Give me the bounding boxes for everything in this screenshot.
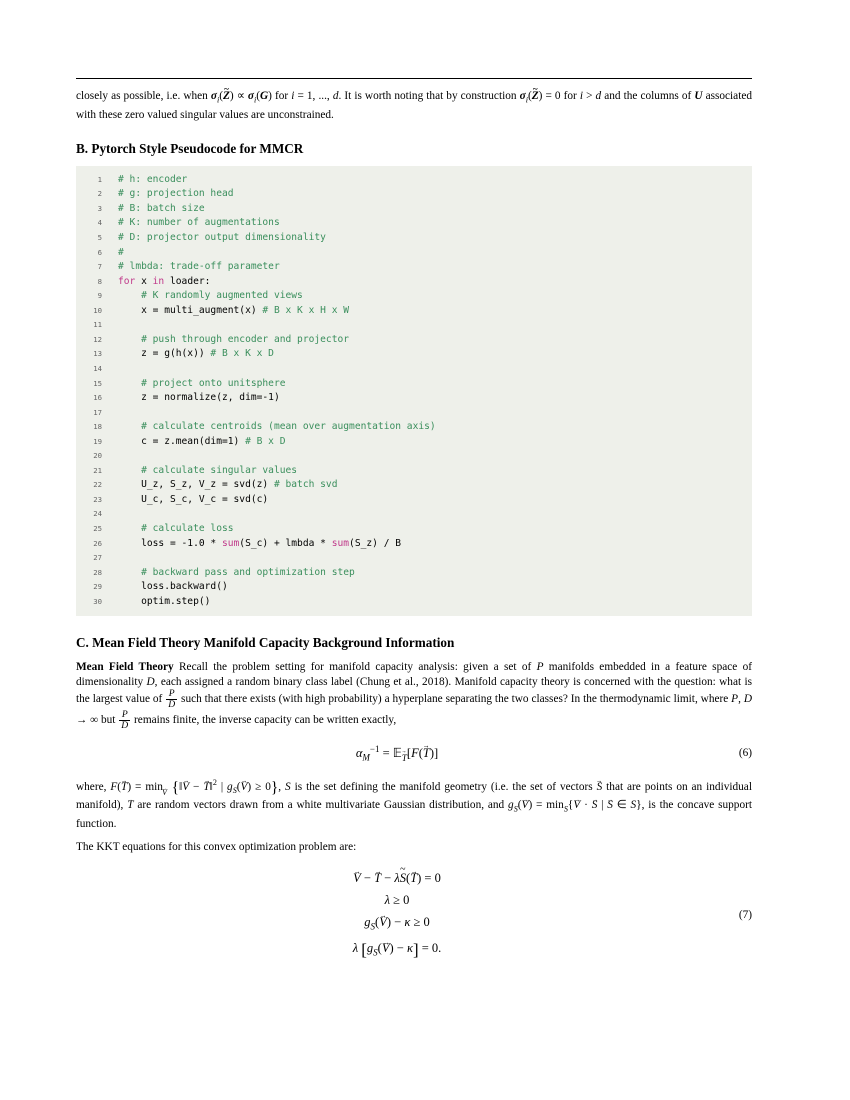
code-line-text: U_z, S_z, V_z = svd(z) # batch svd: [118, 479, 338, 491]
code-line: [76, 187, 752, 202]
code-line-text: # D: projector output dimensionality: [118, 232, 326, 244]
code-line-text: # project onto unitsphere: [118, 377, 286, 389]
mft-lead-label: Mean Field Theory: [76, 661, 174, 674]
code-line: [76, 464, 752, 479]
code-line: [76, 318, 752, 333]
mft-paragraph-3: The KKT equations for this convex optimization problem are:: [76, 841, 357, 854]
code-line: [76, 435, 752, 450]
code-line-number: 18: [93, 422, 102, 432]
code-line-text: # lmbda: trade-off parameter: [118, 261, 280, 273]
code-line: [76, 216, 752, 231]
code-line-number: 17: [93, 407, 102, 417]
mft-p2-e: , is the concave support function.: [76, 799, 752, 830]
code-line-number: 13: [93, 349, 102, 359]
code-line-number: 7: [97, 262, 102, 272]
code-line: [76, 304, 752, 319]
code-line-number: 16: [93, 393, 102, 403]
code-line: [76, 507, 752, 522]
code-line: [76, 246, 752, 261]
code-line-text: # K randomly augmented views: [118, 290, 303, 302]
code-line: [76, 260, 752, 275]
code-line-number: 30: [93, 596, 102, 606]
code-line-number: 14: [93, 363, 102, 373]
code-line: [76, 406, 752, 421]
code-line-text: # g: projection head: [118, 188, 234, 200]
code-line: [76, 449, 752, 464]
header-rule: [76, 78, 752, 79]
code-line-number: 27: [93, 553, 102, 563]
mft-paragraph-2: where, F(T →) = minV → {‖V → − T →‖$^2$ | $g_S(V$ →) ≥ 0}, S is the set defining the manifold geometry (i.e. the set of vectors S → that are points on an individual manifold), T → are random vectors drawn from a white multivariate Gaussian distribution, and $g_S(V$ →) = $\min_S\{V$ → · S → | S → ∈ S}, is the concave support function.: [76, 776, 752, 831]
code-line-number: 10: [93, 305, 102, 315]
code-line: [76, 478, 752, 493]
section-heading-c: C. Mean Field Theory Manifold Capacity Background Information: [76, 635, 455, 651]
code-line-number: 21: [93, 465, 102, 475]
code-line-text: # h: encoder: [118, 173, 188, 185]
intro-text-2: for: [271, 90, 292, 102]
code-line: [76, 275, 752, 290]
equation-6-number: (6): [738, 747, 752, 760]
mft-p1-c: , each assigned a random binary class label (Chung et al., 2018). Manifold capacity theory is concerned with the question: what is the largest value of: [76, 675, 752, 706]
code-line-number: 12: [93, 334, 102, 344]
code-line: [76, 595, 752, 610]
intro-paragraph: closely as possible, i.e. when $\sigma_i(Z$ ~) ∝ $\sigma_i(G)$ for i = 1, ..., d. It is worth noting that by construction $\sigma_i(Z$ ~) = 0 for i > d and the columns of U associated with these zero valued singular values are unconstrained.: [76, 89, 752, 122]
mft-p2-b: is the set defining the manifold geometry (i.e. the set of vectors: [290, 780, 597, 793]
code-line-text: # K: number of augmentations: [118, 217, 280, 229]
mft-p1-a: Recall the problem setting for manifold capacity analysis: given a set of: [173, 661, 537, 674]
code-line: [76, 566, 752, 581]
code-line-text: # push through encoder and projector: [118, 333, 350, 345]
code-line-number: 15: [93, 378, 102, 388]
code-line-text: # backward pass and optimization step: [118, 566, 355, 578]
page-content: [76, 78, 752, 974]
mft-p2-d: are random vectors drawn from a white multivariate Gaussian distribution, and: [133, 799, 509, 812]
mft-p1-b: manifolds embedded in a feature space of dimensionality: [76, 661, 753, 688]
code-line: [76, 420, 752, 435]
code-line: [76, 362, 752, 377]
code-line-text: x = multi_augment(x) # B x K x H x W: [118, 304, 350, 316]
code-line-text: [112, 318, 752, 333]
code-line-number: 3: [97, 203, 102, 213]
code-line-text: # B: batch size: [118, 202, 205, 214]
equation-6: [76, 744, 752, 763]
code-line-number: 23: [93, 494, 102, 504]
code-line-text: c = z.mean(dim=1) # B x D: [118, 435, 286, 447]
code-line: [76, 493, 752, 508]
intro-text-6: associated with these zero valued singular values are unconstrained.: [76, 90, 752, 121]
code-line: [76, 333, 752, 348]
mft-p1-e: but: [98, 714, 119, 727]
code-line-text: U_c, S_c, V_c = svd(c): [118, 493, 269, 505]
intro-text-3: . It is worth noting that by construction: [338, 90, 520, 102]
code-line-text: [112, 406, 752, 421]
pseudocode-block: [76, 166, 752, 616]
code-line: [76, 173, 752, 188]
code-line-text: # calculate loss: [118, 522, 234, 534]
equation-7-body: [76, 867, 718, 964]
code-line-number: 19: [93, 436, 102, 446]
code-line: [76, 391, 752, 406]
mft-p1-d: such that there exists (with high probability) a hyperplane separating the two classes? In the thermodynamic limit, where: [178, 693, 732, 706]
code-line: [76, 231, 752, 246]
code-line-text: loss.backward(): [118, 581, 228, 593]
section-heading-b: B. Pytorch Style Pseudocode for MMCR: [76, 140, 304, 156]
code-line-text: # calculate singular values: [118, 464, 298, 476]
mft-p2-c: that are points on an individual manifold),: [76, 780, 752, 812]
code-line: [76, 289, 752, 304]
mft-p2-a: where,: [76, 780, 111, 793]
equation-7-line-3: $g_S(V$ →) − κ ≥ 0: [76, 911, 718, 938]
code-line-text: z = g(h(x)) # B x K x D: [118, 348, 274, 360]
code-line: [76, 522, 752, 537]
code-line-text: [112, 362, 752, 377]
code-line-number: 5: [97, 233, 102, 243]
code-line-number: 2: [97, 189, 102, 199]
mft-paragraph-1: Mean Field Theory Recall the problem setting for manifold capacity analysis: given a set of P manifolds embedded in a feature space of dimensionality D, each assigned a random binary class label (Chung et al., 2018). Manifold capacity theory is concerned with the question: what is the largest value of $\frac{P}{D}$ such that there exists (with high probability) a hyperplane separating the two classes? In the thermodynamic limit, where P, D → ∞ but $\frac{P}{D}$ remains finite, the inverse capacity can be written exactly,: [76, 661, 753, 732]
code-line-text: #: [118, 246, 124, 258]
code-line-number: 22: [93, 480, 102, 490]
equation-6-body: $\alpha_M^{-1}$ = 𝔼$_T$ →[F(T →)]: [76, 744, 718, 763]
code-line-text: [112, 551, 752, 566]
code-line-number: 1: [97, 174, 102, 184]
code-line-text: loss = -1.0 * sum(S_c) + lmbda * sum(S_z) / B: [118, 537, 402, 549]
code-line-number: 28: [93, 567, 102, 577]
code-line-number: 29: [93, 582, 102, 592]
code-line-text: optim.step(): [118, 595, 211, 607]
intro-text-1: closely as possible, i.e. when: [76, 90, 211, 102]
code-line-number: 20: [93, 451, 102, 461]
code-line-text: # calculate centroids (mean over augmentation axis): [118, 421, 436, 433]
code-line-text: [112, 449, 752, 464]
code-line-number: 24: [93, 509, 102, 519]
code-line-number: 9: [97, 291, 102, 301]
code-line-text: [112, 507, 752, 522]
code-line-number: 11: [93, 320, 102, 330]
code-line-text: z = normalize(z, dim=-1): [118, 392, 280, 404]
code-line: [76, 537, 752, 552]
code-line: [76, 377, 752, 392]
code-line: [76, 347, 752, 362]
code-line-number: 25: [93, 523, 102, 533]
intro-text-4: for: [560, 90, 580, 102]
code-line: [76, 202, 752, 217]
code-line-text: for x in loader:: [118, 275, 211, 287]
equation-7-number: (7): [738, 909, 752, 922]
intro-text-5: and the columns of: [604, 90, 695, 102]
equation-7-line-1: V → − T → − λS ~(T →) = 0: [76, 867, 718, 889]
equation-7: [76, 867, 752, 964]
code-line: [76, 551, 752, 566]
code-line-number: 4: [97, 218, 102, 228]
code-line: [76, 580, 752, 595]
code-line-number: 26: [93, 538, 102, 548]
code-line-number: 6: [97, 247, 102, 257]
equation-7-line-2: λ ≥ 0: [384, 892, 410, 907]
code-line-number: 8: [97, 276, 102, 286]
mft-p1-f: remains finite, the inverse capacity can be written exactly,: [131, 714, 397, 727]
equation-7-line-4: λ [$g_S(V$ →) − κ] = 0.: [76, 937, 718, 964]
